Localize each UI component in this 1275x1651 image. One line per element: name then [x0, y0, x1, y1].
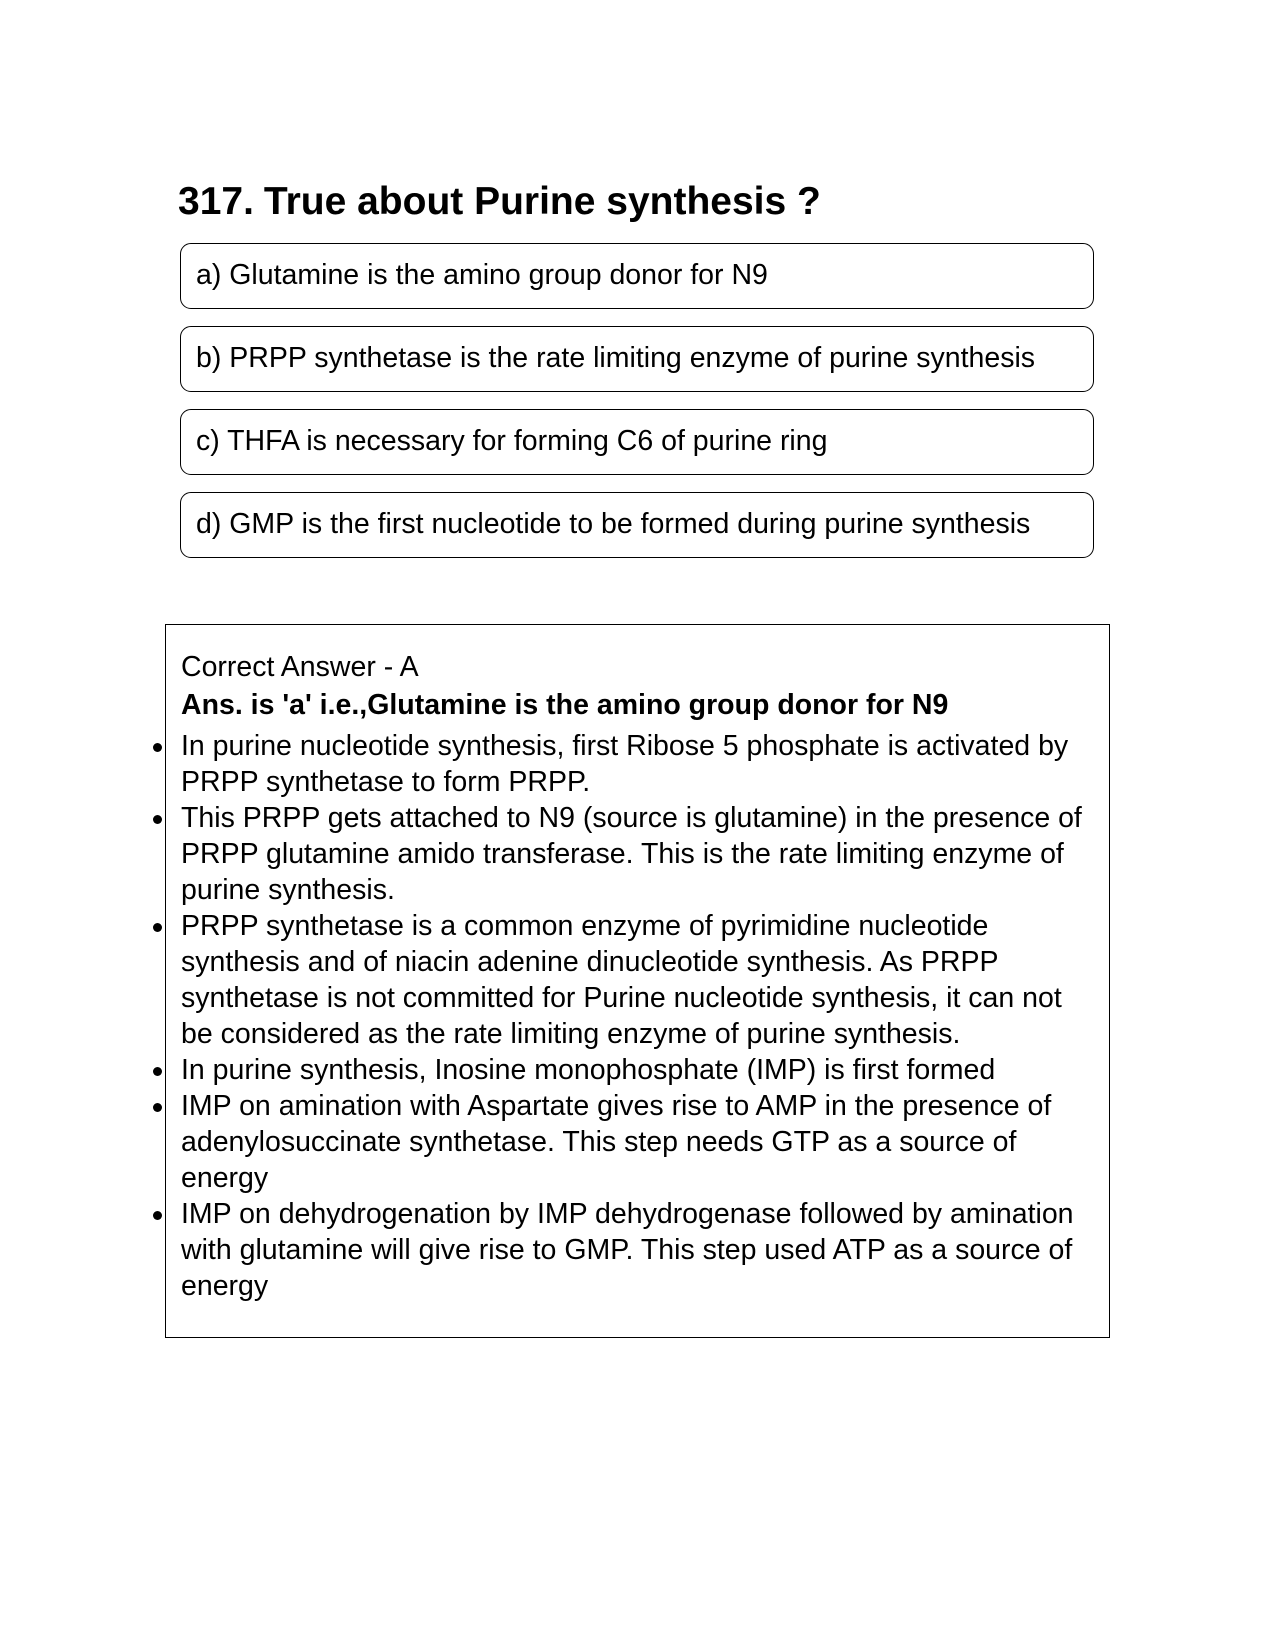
answer-summary: Ans. is 'a' i.e.,Glutamine is the amino group donor for N9 — [181, 689, 949, 721]
question-number: 317. — [178, 180, 254, 223]
explanation-text: In purine synthesis, Inosine monophosphate (IMP) is first formed — [181, 1054, 996, 1086]
explanation-item — [181, 1196, 1086, 1304]
option-d[interactable]: d) GMP is the first nucleotide to be formed during purine synthesis — [180, 492, 1094, 558]
explanation-item — [181, 1052, 1086, 1088]
explanation-item — [181, 908, 1086, 1052]
option-c[interactable]: c) THFA is necessary for forming C6 of purine ring — [180, 409, 1094, 475]
bullet-icon — [153, 1211, 162, 1220]
explanation-item — [181, 1088, 1086, 1196]
option-b[interactable]: b) PRPP synthetase is the rate limiting enzyme of purine synthesis — [180, 326, 1094, 392]
option-a[interactable]: a) Glutamine is the amino group donor for N9 — [180, 243, 1094, 309]
explanation-list — [181, 728, 1086, 1304]
explanation-item — [181, 728, 1086, 800]
bullet-icon — [153, 1103, 162, 1112]
explanation-item — [181, 800, 1086, 908]
explanation-text: IMP on dehydrogenation by IMP dehydrogenase followed by amination with glutamine will give rise to GMP. This step used ATP as a source of energy — [181, 1198, 1074, 1302]
explanation-text: IMP on amination with Aspartate gives rise to AMP in the presence of adenylosuccinate synthetase. This step needs GTP as a source of energy — [181, 1090, 1052, 1194]
explanation-text: In purine nucleotide synthesis, first Ribose 5 phosphate is activated by PRPP synthetase to form PRPP. — [181, 730, 1069, 798]
explanation-text: This PRPP gets attached to N9 (source is glutamine) in the presence of PRPP glutamine amido transferase. This is the rate limiting enzyme of purine synthesis. — [181, 802, 1082, 906]
question-text: True about Purine synthesis ? — [263, 180, 821, 223]
bullet-icon — [153, 815, 162, 824]
bullet-icon — [153, 1067, 162, 1076]
bullet-icon — [153, 923, 162, 932]
bullet-icon — [153, 743, 162, 752]
question-title — [178, 178, 821, 226]
correct-answer-label: Correct Answer - A — [181, 651, 419, 683]
explanation-text: PRPP synthetase is a common enzyme of pyrimidine nucleotide synthesis and of niacin adenine dinucleotide synthesis. As PRPP synthetase is not committed for Purine nucleotide synthesis, it can not be considered as the rate limiting enzyme of purine synthesis. — [181, 910, 1062, 1050]
